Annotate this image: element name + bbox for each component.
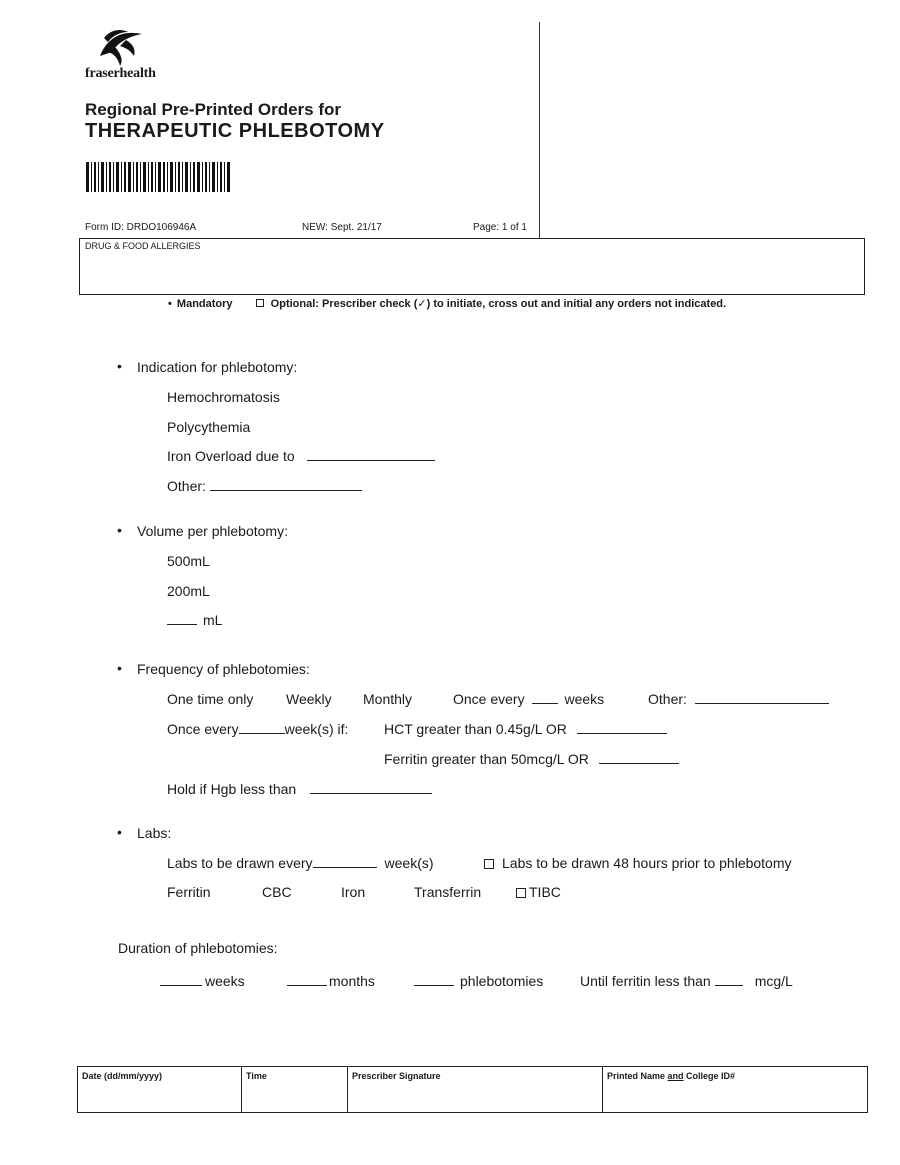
form-id: Form ID: DRDO106946A [85,222,197,233]
barcode-icon [86,162,230,192]
form-title-line1: Regional Pre-Printed Orders for [85,100,341,119]
signature-table [77,1066,868,1113]
frequency-heading: • Frequency of phlebotomies: [137,661,310,677]
until-ferritin-unit: mcg/L [754,973,793,989]
option-weekly[interactable]: Weekly [286,691,332,707]
conditional-once-every-label: Once every [167,721,239,737]
option-custom-ml[interactable] [167,612,222,628]
iron-overload-label: Iron Overload due to [167,448,295,464]
duration-phlebotomies-label: phlebotomies [460,973,544,989]
printed-name-cell[interactable] [603,1067,867,1112]
form-date: NEW: Sept. 21/17 [302,222,382,233]
date-label: Date (dd/mm/yyyy) [82,1071,163,1081]
hct-other-field[interactable] [577,721,667,734]
option-monthly[interactable]: Monthly [363,691,413,707]
date-cell[interactable] [78,1067,242,1112]
labs-48h-checkbox[interactable] [484,859,494,869]
duration-weeks[interactable] [160,973,245,989]
labs-every-label: Labs to be drawn every [167,855,313,871]
duration-weeks-label: weeks [205,973,245,989]
other-frequency-label: Other: [648,691,687,707]
lab-cbc[interactable]: CBC [262,884,292,900]
until-ferritin-label: Until ferritin less than [580,973,711,989]
hold-hgb-field[interactable] [310,781,432,794]
header-divider [539,22,540,239]
duration-phlebotomies-field[interactable] [414,973,454,986]
page-number: Page: 1 of 1 [473,222,527,233]
labs-heading: • Labs: [137,825,171,841]
labs-weeks-label: week(s) [384,855,434,871]
volume-heading: • Volume per phlebotomy: [137,523,288,539]
ferritin-threshold-label: Ferritin greater than 50mcg/L OR [384,751,589,767]
indication-heading: • Indication for phlebotomy: [137,359,297,375]
legend: • Mandatory Optional: Prescriber check (✓) to initiate, cross out and initial any orders not indicated. [168,298,727,310]
logo-wordmark: fraserhealth [85,66,156,81]
labs-48h-label: Labs to be drawn 48 hours prior to phlebotomy [502,855,792,871]
fraserhealth-logo-icon [90,26,146,66]
ferritin-other-field[interactable] [599,751,679,764]
lab-tibc[interactable] [516,884,561,900]
option-one-time[interactable]: One time only [167,691,254,707]
option-hold-hgb[interactable] [167,781,432,797]
checkbox-icon [256,299,264,307]
duration-heading: Duration of phlebotomies: [118,940,278,956]
signature-cell[interactable] [348,1067,603,1112]
printed-name-label: Printed Name and College ID# [607,1071,736,1081]
once-every-label: Once every [453,691,525,707]
weeks-if-label: week(s) if: [284,721,349,737]
option-500ml[interactable]: 500mL [167,553,210,569]
lab-iron[interactable]: Iron [341,884,366,900]
option-once-every-weeks[interactable] [453,691,604,707]
time-cell[interactable] [242,1067,348,1112]
option-other-indication[interactable] [167,478,362,494]
other-indication-field[interactable] [210,478,362,491]
lab-ferritin[interactable]: Ferritin [167,884,211,900]
other-frequency-field[interactable] [695,691,829,704]
duration-weeks-field[interactable] [160,973,202,986]
weeks-label: weeks [564,691,605,707]
time-label: Time [246,1071,267,1081]
duration-months[interactable] [287,973,375,989]
lab-transferrin[interactable]: Transferrin [414,884,482,900]
legend-mandatory: Mandatory [176,298,233,310]
iron-overload-cause-field[interactable] [307,448,435,461]
option-ferritin-threshold[interactable] [384,751,679,767]
signature-label: Prescriber Signature [352,1071,441,1081]
option-other-frequency[interactable] [648,691,829,707]
tibc-checkbox[interactable] [516,888,526,898]
duration-phlebotomies[interactable] [414,973,543,989]
hold-hgb-label: Hold if Hgb less than [167,781,297,797]
form-title-line2: THERAPEUTIC PHLEBOTOMY [85,120,385,142]
hct-label: HCT greater than 0.45g/L OR [384,721,567,737]
duration-months-field[interactable] [287,973,327,986]
custom-ml-field[interactable] [167,612,197,625]
tibc-label: TIBC [529,884,561,900]
legend-optional: Optional: Prescriber check (✓) to initiate, cross out and initial any orders not indicated. [270,298,727,310]
option-iron-overload[interactable] [167,448,435,464]
labs-every-field[interactable] [313,855,377,868]
option-polycythemia[interactable]: Polycythemia [167,419,251,435]
duration-months-label: months [329,973,375,989]
duration-until-ferritin[interactable] [580,973,793,989]
option-hemochromatosis[interactable]: Hemochromatosis [167,389,280,405]
option-labs-every[interactable] [167,855,434,871]
option-labs-48h[interactable] [484,855,792,871]
other-indication-label: Other: [167,478,206,494]
option-hct[interactable] [384,721,667,737]
custom-ml-unit: mL [203,612,223,628]
allergies-label: DRUG & FOOD ALLERGIES [85,241,201,251]
option-conditional-frequency[interactable] [167,721,348,737]
once-every-weeks-field[interactable] [532,691,558,704]
until-ferritin-field[interactable] [715,973,743,986]
conditional-weeks-field[interactable] [239,721,285,734]
option-200ml[interactable]: 200mL [167,583,210,599]
